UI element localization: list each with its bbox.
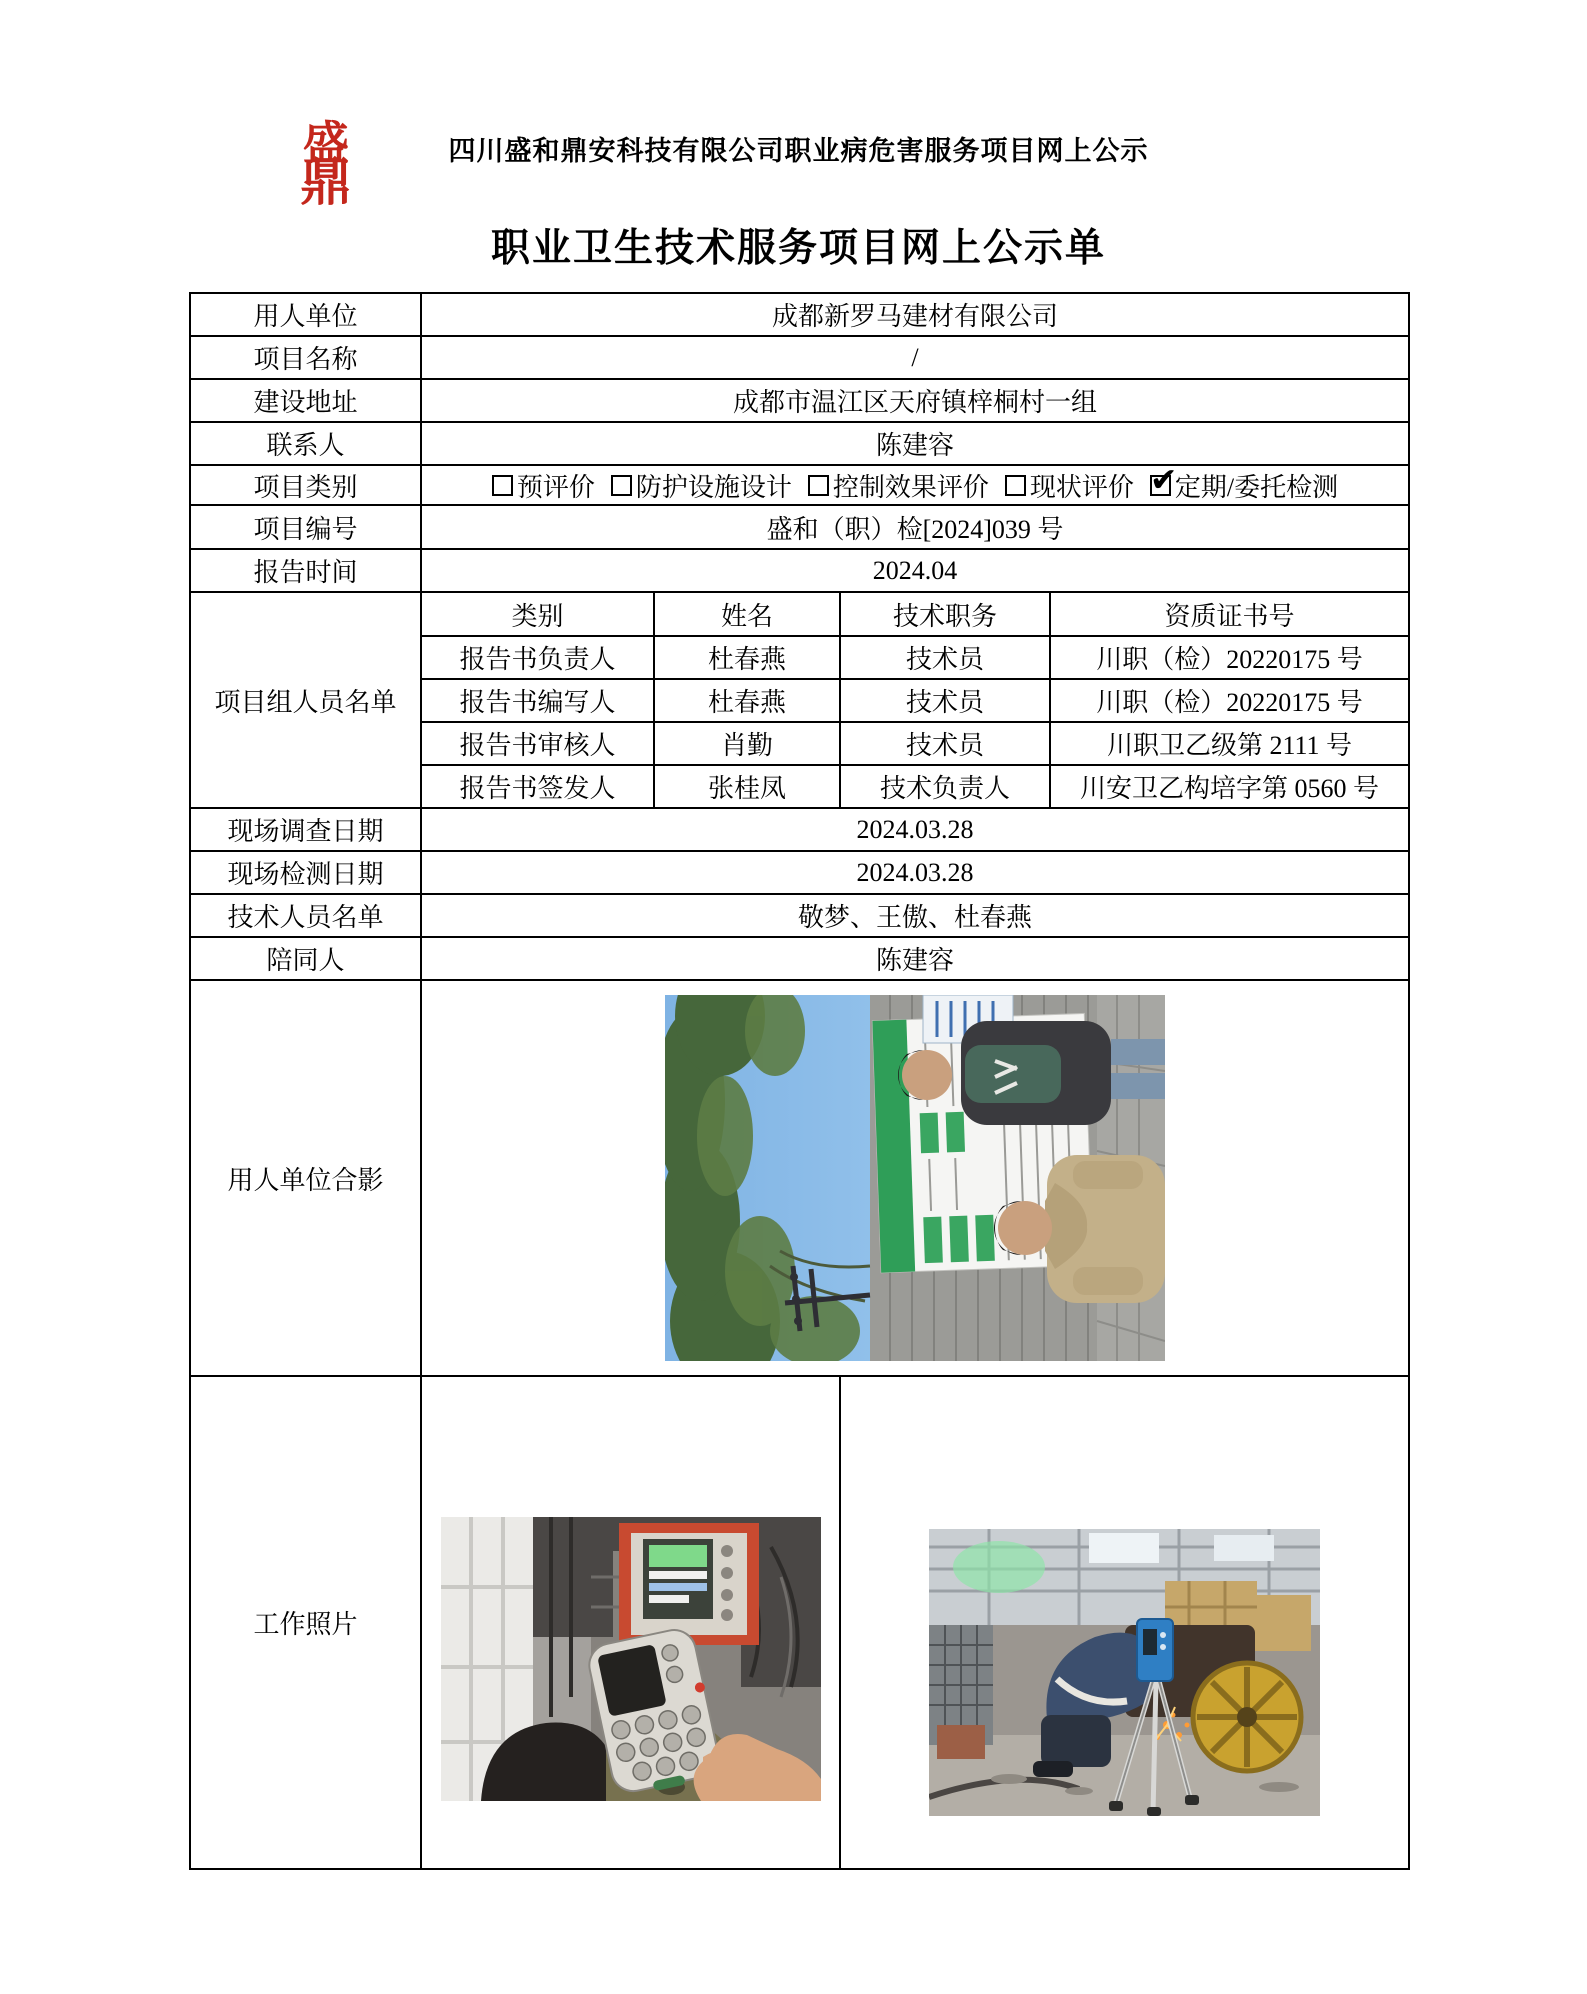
team-cell: 川职卫乙级第 2111 号 xyxy=(1050,722,1409,765)
team-cell: 肖勤 xyxy=(654,722,840,765)
row-value: 陈建容 xyxy=(421,422,1409,465)
row-survey-date xyxy=(190,808,1409,851)
option-control-effect xyxy=(808,467,989,504)
company-banner: 四川盛和鼎安科技有限公司职业病危害服务项目网上公示 xyxy=(448,136,1149,166)
row-value: 2024.03.28 xyxy=(421,808,1409,851)
checkbox-unchecked-icon xyxy=(611,475,632,496)
row-value: 成都市温江区天府镇梓桐村一组 xyxy=(421,379,1409,422)
row-project-number xyxy=(190,505,1409,549)
team-header-row xyxy=(190,592,1409,636)
team-cell: 技术员 xyxy=(840,679,1050,722)
row-label: 联系人 xyxy=(190,422,421,465)
row-label: 现场调查日期 xyxy=(190,808,421,851)
option-label: 预评价 xyxy=(516,472,595,502)
team-cell: 杜春燕 xyxy=(654,636,840,679)
team-col-header: 资质证书号 xyxy=(1050,592,1409,636)
option-label: 定期/委托检测 xyxy=(1174,472,1339,502)
group-photo-cell xyxy=(421,980,1409,1376)
team-col-header: 姓名 xyxy=(654,592,840,636)
category-options-cell xyxy=(421,465,1409,505)
row-value: 成都新罗马建材有限公司 xyxy=(421,293,1409,336)
team-cell: 技术负责人 xyxy=(840,765,1050,808)
team-cell: 报告书签发人 xyxy=(421,765,654,808)
logo-glyph-bottom: 鼎 xyxy=(299,155,352,212)
row-value: 陈建容 xyxy=(421,937,1409,980)
row-technician-list xyxy=(190,894,1409,937)
team-cell: 张桂凤 xyxy=(654,765,840,808)
page-title: 职业卫生技术服务项目网上公示单 xyxy=(490,227,1106,270)
check-mark-icon: ✔ xyxy=(1149,465,1178,499)
checkbox-unchecked-icon xyxy=(808,475,829,496)
team-cell: 技术员 xyxy=(840,722,1050,765)
checkbox-unchecked-icon xyxy=(492,475,513,496)
row-label: 报告时间 xyxy=(190,549,421,592)
work-photo-right-cell xyxy=(840,1376,1409,1869)
team-cell: 报告书审核人 xyxy=(421,722,654,765)
team-cell: 川安卫乙构培字第 0560 号 xyxy=(1050,765,1409,808)
row-label: 项目名称 xyxy=(190,336,421,379)
row-accompanying-person xyxy=(190,937,1409,980)
work-photo-left-image xyxy=(441,1517,821,1801)
group-photo-image xyxy=(665,995,1165,1361)
row-label: 工作照片 xyxy=(190,1376,421,1869)
work-photo-left-cell xyxy=(421,1376,840,1869)
option-label: 防护设施设计 xyxy=(635,472,792,502)
row-label: 用人单位 xyxy=(190,293,421,336)
row-work-photos xyxy=(190,1376,1409,1869)
option-periodic-detection xyxy=(1150,467,1338,504)
row-project-name xyxy=(190,336,1409,379)
logo-glyph-top: 盛 xyxy=(303,118,349,169)
team-col-header: 类别 xyxy=(421,592,654,636)
category-options xyxy=(422,467,1408,504)
row-value: 2024.03.28 xyxy=(421,851,1409,894)
option-label: 现状评价 xyxy=(1029,472,1134,502)
row-group-photo xyxy=(190,980,1409,1376)
row-label: 建设地址 xyxy=(190,379,421,422)
row-label: 陪同人 xyxy=(190,937,421,980)
option-label: 控制效果评价 xyxy=(832,472,989,502)
team-cell: 报告书负责人 xyxy=(421,636,654,679)
row-value: / xyxy=(421,336,1409,379)
checkbox-checked-icon xyxy=(1149,465,1178,499)
team-cell: 技术员 xyxy=(840,636,1050,679)
row-address xyxy=(190,379,1409,422)
team-col-header: 技术职务 xyxy=(840,592,1050,636)
row-label: 用人单位合影 xyxy=(190,980,421,1376)
team-cell: 川职（检）20220175 号 xyxy=(1050,679,1409,722)
team-cell: 川职（检）20220175 号 xyxy=(1050,636,1409,679)
row-value: 2024.04 xyxy=(421,549,1409,592)
publicity-form-table xyxy=(189,292,1410,1870)
row-report-time xyxy=(190,549,1409,592)
row-employer xyxy=(190,293,1409,336)
row-label: 项目编号 xyxy=(190,505,421,549)
row-value: 盛和（职）检[2024]039 号 xyxy=(421,505,1409,549)
row-label: 现场检测日期 xyxy=(190,851,421,894)
row-detection-date xyxy=(190,851,1409,894)
option-pre-evaluation xyxy=(492,467,595,504)
team-cell: 报告书编写人 xyxy=(421,679,654,722)
team-section-label: 项目组人员名单 xyxy=(190,592,421,808)
option-status-evaluation xyxy=(1005,467,1134,504)
checkbox-unchecked-icon xyxy=(1005,475,1026,496)
row-label: 技术人员名单 xyxy=(190,894,421,937)
row-project-category xyxy=(190,465,1409,505)
team-cell: 杜春燕 xyxy=(654,679,840,722)
row-label: 项目类别 xyxy=(190,465,421,505)
option-protection-design xyxy=(611,467,792,504)
row-value: 敬梦、王傲、杜春燕 xyxy=(421,894,1409,937)
row-contact xyxy=(190,422,1409,465)
work-photo-right-image xyxy=(929,1529,1320,1816)
